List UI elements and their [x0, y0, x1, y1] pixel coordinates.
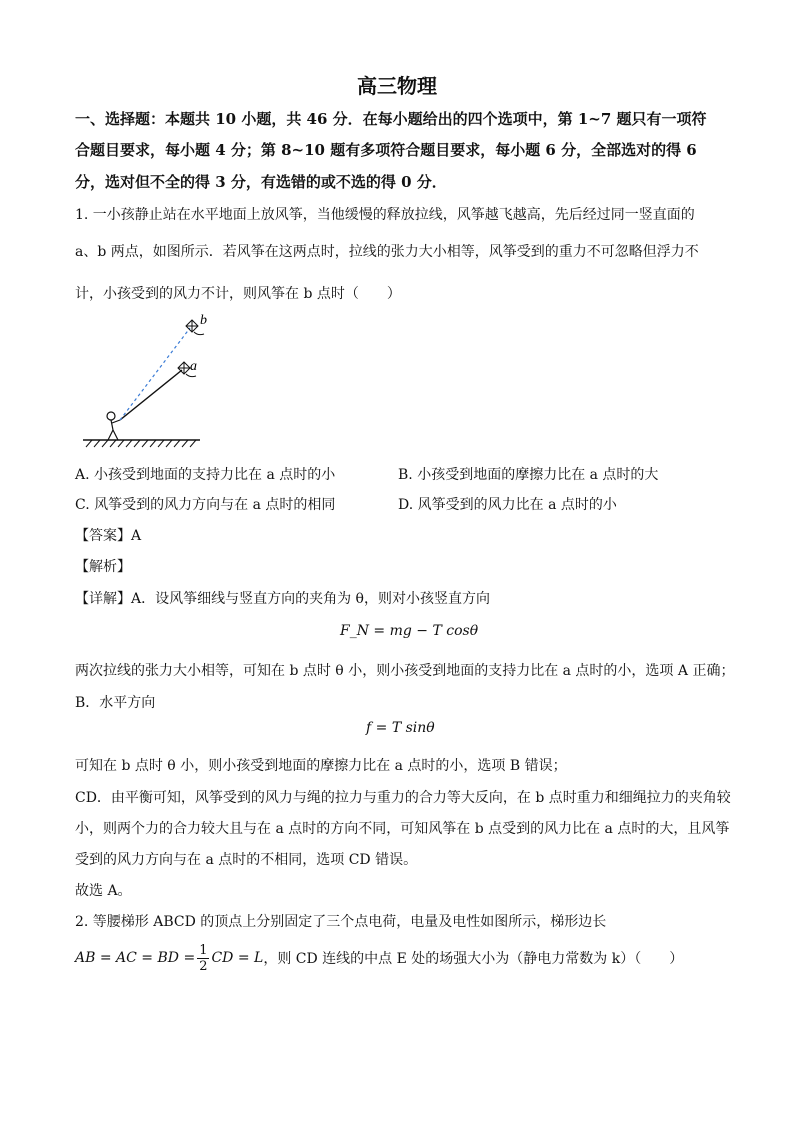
section-instruction-line3: 分，选对但不全的得 3 分，有选错的或不选的得 0 分．	[75, 173, 447, 191]
section-instruction-line1: 一、选择题：本题共 10 小题，共 46 分．在每小题给出的四个选项中，第 1~7 题只有一项符	[75, 110, 707, 128]
q2-formula-rhs: CD = L	[211, 950, 264, 966]
ground-hatching	[86, 440, 196, 447]
q2-stem-line2	[75, 940, 683, 976]
formula-normal-force: F_N = mg − T cosθ	[340, 623, 479, 639]
section-instruction-line2: 合题目要求，每小题 4 分；第 8~10 题有多项符合题目要求，每小题 6 分，全部选对的得 6	[75, 141, 697, 159]
q1-analysis-label: 【解析】	[75, 559, 131, 575]
q1-detail-line3: B．水平方向	[75, 695, 156, 711]
q1-stem-line2: a、b 两点，如图所示．若风筝在这两点时，拉线的张力大小相等，风筝受到的重力不可忽略但浮力不	[75, 244, 699, 260]
q1-detail-line6: 小，则两个力的合力较大且与在 a 点时的方向不同，可知风筝在 b 点受到的风力比在 a 点时的大，且风筝	[75, 821, 730, 837]
q1-option-a: A. 小孩受到地面的支持力比在 a 点时的小	[75, 467, 336, 483]
string-to-b	[120, 328, 190, 420]
formula-friction: f = T sinθ	[366, 720, 435, 736]
q1-detail-line4: 可知在 b 点时 θ 小，则小孩受到地面的摩擦力比在 a 点时的小，选项 B 错误；	[75, 758, 567, 774]
q1-detail-line5: CD．由平衡可知，风筝受到的风力与绳的拉力与重力的合力等大反向，在 b 点时重力和细绳拉力的夹角较	[75, 790, 731, 806]
q2-frac-den: 2	[199, 958, 208, 974]
q1-answer: 【答案】A	[75, 528, 142, 544]
q2-fraction	[197, 943, 209, 974]
q1-detail-line2: 两次拉线的张力大小相等，可知在 b 点时 θ 小，则小孩受到地面的支持力比在 a 点时的小，选项 A 正确；	[75, 663, 735, 679]
q1-detail-line7: 受到的风力方向与在 a 点时的不相同，选项 CD 错误。	[75, 852, 418, 868]
label-b: b	[200, 313, 207, 328]
q1-option-c: C. 风筝受到的风力方向与在 a 点时的相同	[75, 497, 336, 513]
label-a: a	[190, 359, 197, 374]
q1-detail-line1: 【详解】A．设风筝细线与竖直方向的夹角为 θ，则对小孩竖直方向	[75, 591, 490, 607]
q1-stem-line3: 计，小孩受到的风力不计，则风筝在 b 点时（ ）	[75, 286, 401, 302]
page-title: 高三物理	[357, 74, 437, 98]
q1-option-b: B. 小孩受到地面的摩擦力比在 a 点时的大	[398, 467, 659, 483]
q1-conclusion: 故选 A。	[75, 883, 132, 899]
q2-stem-tail: ，则 CD 连线的中点 E 处的场强大小为（静电力常数为 k）（ ）	[263, 951, 684, 967]
q2-stem-line1: 2. 等腰梯形 ABCD 的顶点上分别固定了三个点电荷，电量及电性如图所示，梯形边长	[75, 914, 607, 930]
string-to-a	[120, 370, 182, 420]
q2-frac-num: 1	[199, 942, 208, 958]
q1-option-d: D. 风筝受到的风力比在 a 点时的小	[398, 497, 617, 513]
q2-formula-lhs: AB = AC = BD =	[75, 950, 196, 966]
q1-stem-line1: 1. 一小孩静止站在水平地面上放风筝，当他缓慢的释放拉线，风筝越飞越高，先后经过同一竖直面的	[75, 207, 695, 223]
child-figure	[107, 412, 120, 440]
kite-figure	[78, 310, 218, 450]
